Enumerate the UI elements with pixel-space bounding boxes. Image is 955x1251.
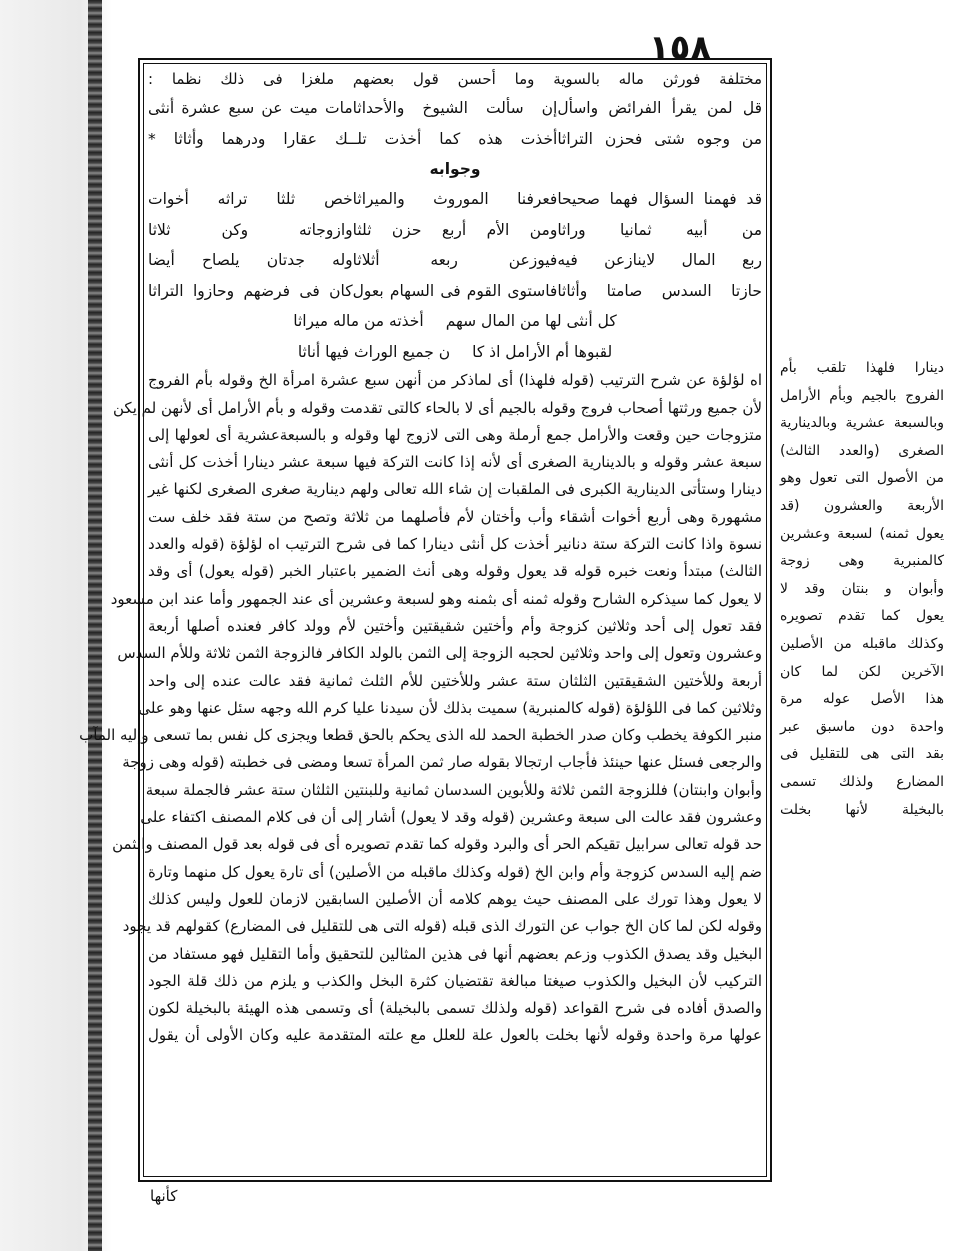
book-spine bbox=[88, 0, 102, 1251]
commentary-line: التركيب لأن البخيل والكذوب صيغتا مبالغة تقتضيان كثرة البخل والكذب و يلزم من ذلك قلة الجود bbox=[148, 971, 762, 990]
intro-line: مختلفة فورثن ماله بالسوية وما أحسن قول بعضهم ملغزا فى ذلك نظما : bbox=[148, 70, 762, 88]
margin-note-line: وكذلك ماقبله من الأصلين bbox=[780, 635, 944, 652]
commentary-line: والصدق أفاده فى شرح القواعد (قوله ولذلك تسمى بالبخيلة) أى وتسمى هذه الهيئة بالبخيلة لكون bbox=[148, 999, 762, 1018]
commentary-line: سبعة عشر وقوله و بالدينارية الصغرى أى لأنه إذا كانت التركة فيها سبعة عشر دينارا أخذت كل أنثى bbox=[148, 453, 762, 472]
margin-note-line: المضارع ولذلك تسمى bbox=[780, 773, 944, 790]
hemistich: قل لمن يقرأ الفرائض واسأل bbox=[557, 99, 762, 118]
commentary-line: أربعة وللأختين الشقيقتين الثلثان ستة عشر وللأختين للأم الثلث ثمانية فقد عالت عنده إلى واحد bbox=[148, 671, 762, 690]
commentary-line: مشهورة وهى أربع أخوات أشقاء وأب وأختان لأم فأصلهما من ثلاثة وتصح من ستة فقد خلف ست bbox=[148, 507, 762, 526]
answer-verse bbox=[148, 276, 762, 307]
hemistich: أخذته من ماله ميراثا bbox=[293, 312, 424, 331]
answer-heading: وجوابه bbox=[429, 160, 481, 179]
hemistich: خص ثلثا تراثه أخوات bbox=[147, 190, 353, 209]
commentary-line: نسوة واذا كانت التركة ستة دنانير أخذت كل أنثى دينارا كما فى شرح الترتيب اه لؤلؤة (قوله والعدد bbox=[148, 535, 762, 554]
margin-note-line: الأربعة والعشرون (قد bbox=[780, 497, 944, 514]
margin-note-line: هذا الأصل عوله مرة bbox=[780, 691, 944, 708]
poem-answer bbox=[148, 184, 762, 306]
answer-verse bbox=[148, 245, 762, 276]
hemistich: ـك عقارا ودرهما وأثاثا * bbox=[147, 129, 353, 148]
margin-note-line: وبالسبعة عشرية وبالدينارية bbox=[780, 415, 944, 432]
margin-note-line: الصغرى (والعدد الثالث) bbox=[780, 442, 944, 459]
page-number: ١٥٨ bbox=[648, 28, 712, 68]
margin-notes bbox=[780, 355, 944, 824]
main-text-block bbox=[79, 66, 762, 1050]
commentary-line: فقد تعول إلى أحد وثلاثين كزوجة وأم وأختين شقيقتين وأختين لأم وولد كافر فعنده أصلها أربعة bbox=[148, 616, 762, 635]
commentary-line: وأبوان وابنتان) فللزوجة الثمن ثلاثة وللأبوين السدسان ثمانية وللبنتين الثلثان ستة عشر فالجملة سبعة bbox=[145, 780, 762, 799]
answer-verse bbox=[148, 184, 762, 215]
hemistich: لقبوها أم الأرامل اذ كا bbox=[472, 342, 613, 361]
commentary-line: البخيل وقد يصدق الكذوب وزعم بعضهم أنها فى هذين المثالين للتحقيق وأما التقليل فهو مستفاد من bbox=[148, 944, 762, 963]
hemistich: فيوزعن ربعه أثلاثا bbox=[352, 251, 558, 270]
hemistich: من أبيه ثمانيا وراثا bbox=[557, 220, 762, 239]
poem-answer-closing bbox=[148, 306, 762, 367]
margin-note-line: بالبخيلة لأنها بخلت bbox=[780, 801, 944, 818]
commentary-line: حد قوله تعالى سرابيل تقيكم الحر أى والبرد وقوله كما تقدم تصويره أى فى قوله بعد قول المصنف والثمن bbox=[112, 835, 762, 854]
commentary-line: منبر الكوفة يخطب وكان صدر الخطبة الحمد لله الذى يحكم بالحق قطعا ويجزى كل نفس بما تسعى وإليه المآب bbox=[79, 726, 762, 745]
commentary-line: عولها مرة واحدة وقوله لأنها بخلت بالعول علة للعلل مع علته المتقدمة عليه وكان الأولى أن يقول bbox=[148, 1026, 762, 1045]
question-verse bbox=[148, 93, 762, 124]
commentary-line: وعشرون وتعول إلى واحد وثلاثين لحجبه الزوجة إلى الثمن بالولد الكافر فالزوجة الثمن ثلاثة وللأم السدس bbox=[117, 644, 762, 663]
hemistich: وله جدتان يلصاح أيضا bbox=[147, 251, 353, 270]
commentary-line: وقوله لكن لما كان الخ جواب عن التورك الذى قبله (قوله التى هى للتقليل فى المضارع) كقولهم قد يجود bbox=[122, 917, 762, 936]
margin-note-line: يعول كما تقدم تصويره bbox=[780, 608, 944, 625]
commentary-line: اه لؤلؤة عن شرح الترتيب (قوله فلهذا) أى لماذكر من أنهن سبع عشرة امرأة الخ وقوله بأم الفروج bbox=[148, 371, 762, 390]
commentary-line: لا يعول وهذا تورك على المصنف حيث يوهم كلامه أن الأصلين السابقين لازمان للعول وليس كذلك bbox=[148, 889, 762, 908]
commentary-line: وعشرون فقد عالت الى سبعة وعشرين (قوله وقد لا يعول) أشار إلى أن فى كلام المصنف اكتفاء على bbox=[140, 808, 762, 827]
commentary-line: لأن جميع ورثتها أصحاب فروج وقوله بالجيم أى لا بالحاء كالتى تقدمت وقوله و بأم الأرامل أى لأنهن لم يكن bbox=[113, 398, 762, 417]
margin-note-line: من الأصول التى تعول وهو bbox=[780, 470, 944, 487]
margin-note-line: يعول ثمنه) لسبعة وعشرين bbox=[780, 525, 944, 542]
commentary bbox=[79, 367, 762, 1049]
hemistich: ن جميع الوراث فيها أناثا bbox=[297, 342, 451, 361]
hemistich: ومن الأم أربع حزن ثلثا bbox=[352, 220, 558, 239]
hemistich: كان فى فرضهم وحازوا التراثا bbox=[147, 281, 353, 300]
commentary-line: ضم إليه السدس كزوجة وأم وابن الخ (قوله وكذلك ماقبله من الأصلين) أى تارة يعول كل منهما وتارة bbox=[148, 862, 762, 881]
margin-note-line: دينارا فلهذا تلقب بأم bbox=[780, 360, 944, 376]
hemistich: إن سألت الشيوخ والأحداثا bbox=[352, 99, 558, 118]
commentary-line: والرجعى فسئل عنها حينئذ فأجاب ارتجالا بقوله صار ثمن المرأة تسعا ومضى فى خطبته (قوله وهى زوجة bbox=[122, 753, 762, 772]
margin-note-line: الآخرين لكن لما كان bbox=[780, 663, 944, 680]
poem-question bbox=[148, 93, 762, 154]
commentary-line: دينارا وستأتى الدينارية الكبرى فى الملقبات إن شاء الله تعالى ولهم دينارية صغرى الصغرى لكنها غير bbox=[148, 480, 762, 499]
hemistich: أخذت هذه كما أخذت تلـ bbox=[352, 129, 558, 148]
question-verse bbox=[148, 124, 762, 155]
commentary-line: لا يعول كما سيذكره الشارح وقوله ثمنه أى بثمنه وهو لسبعة وعشرين أى عند الجمهور وأما عند ابن مسعود bbox=[110, 589, 762, 608]
commentary-line: وثلاثين كما فى اللؤلؤة (قوله كالمنبرية) سميت بذلك لأن سيدنا عليا كرم الله وجهه سئل عنها وهو على bbox=[138, 698, 762, 717]
hemistich: مات ميت عن سبع عشرة أنثى bbox=[147, 99, 353, 118]
answer-verse bbox=[148, 215, 762, 246]
hemistich: فعرفنا الموروث والميراثا bbox=[352, 190, 558, 209]
hemistich: فاستوى القوم فى السهام بعول bbox=[352, 281, 558, 300]
closing-verse bbox=[148, 337, 762, 368]
margin-note-line: كالمنبرية وهى زوجة bbox=[780, 553, 944, 570]
hemistich: ربع المال لاينازعن فيه bbox=[557, 251, 762, 270]
hemistich: من وجوه شتى فحزن التراثا bbox=[557, 129, 762, 148]
margin-note-line: وأبوان و بنتان وقد لا bbox=[780, 580, 944, 597]
margin-note-line: الفروج بالجيم وبأم الأرامل bbox=[780, 387, 944, 404]
catchword: كأنها bbox=[150, 1187, 178, 1205]
hemistich: حازتا السدس صامتا وأثاثا bbox=[557, 281, 762, 300]
closing-verse bbox=[148, 306, 762, 337]
hemistich: قد فهمنا السؤال فهما صحيحا bbox=[557, 190, 762, 209]
hemistich: وازوجاته وكن ثلاثا bbox=[147, 220, 353, 239]
margin-note-line: بقد التى هى للتقليل فى bbox=[780, 746, 944, 763]
commentary-line: الثالث) مبتدأ ونعت خبره قوله قد يعول وقوله وهى أنث الضمير باعتبار الخبر (قوله يعول) أى وقد bbox=[148, 562, 762, 581]
hemistich: كل أنثى لها من المال سهم bbox=[445, 312, 617, 331]
margin-note-line: واحدة دون ماسبق عبر bbox=[780, 718, 944, 735]
commentary-line: متزوجات حين وقعت والأرامل جمع أرملة وهى التى لازوج لها وقوله و بالسبعةعشرية أى لعولها إلى bbox=[148, 425, 762, 444]
